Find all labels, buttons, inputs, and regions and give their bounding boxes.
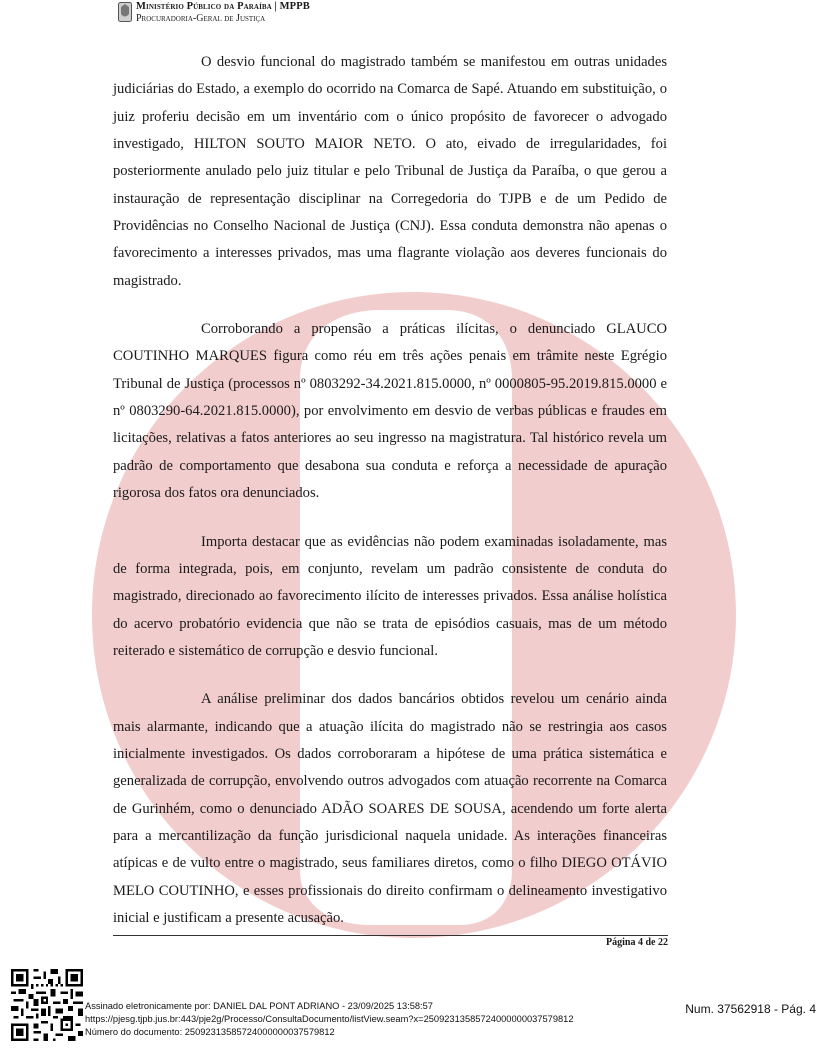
- page-number: Página 4 de 22: [606, 937, 668, 948]
- header-institution: Ministério Público da Paraíba | MPPB: [136, 1, 310, 12]
- header-department: Procuradoria-Geral de Justiça: [136, 13, 266, 24]
- mppb-seal-icon: [118, 2, 132, 22]
- paragraph: A análise preliminar dos dados bancários obtidos revelou um cenário ainda mais alarmante, indicando que a atuação ilícita do magistrado não se restringia aos casos inicialmente investigados. Os dados corroboraram a hipótese de uma prática sistemática e generalizada de corrupção, envolvendo outros advogados com atuação recorrente na Comarca de Gurinhém, como o denunciado ADÃO SOARES DE SOUSA, acendendo um forte alerta para a mercantilização da função jurisdicional naquela unidade. As interações financeiras atípicas e de vulto entre o magistrado, seus familiares diretos, como o filho DIEGO OTÁVIO MELO COUTINHO, e esses profissionais do direito confirmam o delineamento investigativo inicial e justificam a presente acusação.: [113, 691, 667, 926]
- paragraph: Importa destacar que as evidências não podem examinadas isoladamente, mas de forma integrada, pois, em conjunto, revelam um padrão consistente de conduta do magistrado, direcionado ao favorecimento ilícito de interesses privados. Essa análise holística do acervo probatório evidencia que não se trata de episódios casuais, mas de um método reiterado e sistemático de corrupção e desvio funcional.: [113, 533, 667, 659]
- num-page-label: Num. 37562918 - Pág. 4: [685, 1002, 816, 1016]
- footer-divider: [113, 935, 668, 936]
- signature-block: [85, 1000, 574, 1039]
- paragraph: O desvio funcional do magistrado também se manifestou em outras unidades judiciárias do Estado, a exemplo do ocorrido na Comarca de Sapé. Atuando em substituição, o juiz proferiu decisão em um inventário com o único propósito de favorecer o advogado investigado, HILTON SOUTO MAIOR NETO. O ato, eivado de irregularidades, foi posteriormente anulado pelo juiz titular e pelo Tribunal de Justiça da Paraíba, o que gerou a instauração de representação disciplinar na Corregedoria do TJPB e de um Pedido de Providências no Conselho Nacional de Justiça (CNJ). Essa conduta demonstra não apenas o favorecimento a interesses privados, mas uma flagrante violação aos deveres funcionais do magistrado.: [113, 54, 667, 289]
- document-number: Número do documento: 25092313585724000000037579812: [85, 1027, 335, 1037]
- paragraph: Corroborando a propensão a práticas ilícitas, o denunciado GLAUCO COUTINHO MARQUES figura como réu em três ações penais em trâmite neste Egrégio Tribunal de Justiça (processos nº 0803292-34.2021.815.0000, nº 0000805-95.2019.815.0000 e nº 0803290-64.2021.815.0000), por envolvimento em desvio de verbas públicas e fraudes em licitações, relativas a fatos anteriores ao seu ingresso na magistratura. Tal histórico revela um padrão de comportamento que desabona sua conduta e reforça a necessidade de apuração rigorosa dos fatos ora denunciados.: [113, 321, 667, 502]
- document-body: [113, 49, 667, 932]
- signed-by-text: Assinado eletronicamente por: DANIEL DAL PONT ADRIANO - 23/09/2025 13:58:57: [85, 1001, 433, 1011]
- qr-code-icon: [11, 969, 83, 1041]
- document-url[interactable]: https://pjesg.tjpb.jus.br:443/pje2g/Processo/ConsultaDocumento/listView.seam?x=25092313585724000000037579812: [85, 1014, 574, 1024]
